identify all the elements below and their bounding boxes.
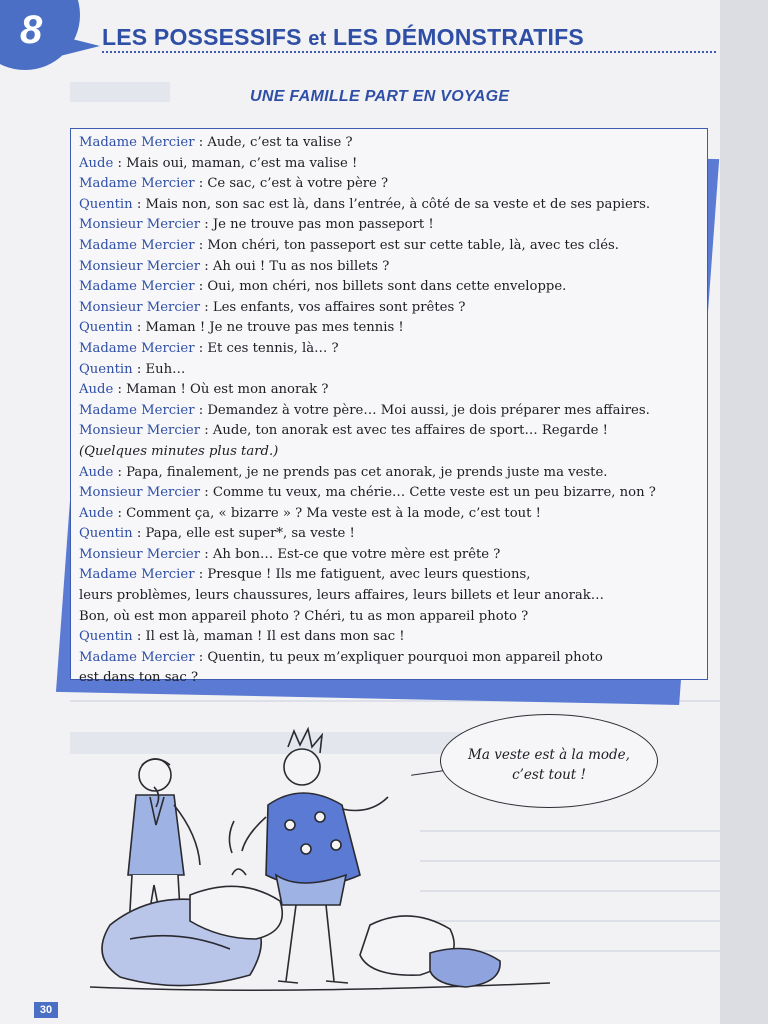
- dialogue-line: [79, 463, 701, 484]
- dialogue-line: [79, 380, 701, 401]
- dialogue-text: : Ce sac, c’est à votre père ?: [194, 176, 389, 192]
- speech-bubble-line-2: c’est tout !: [512, 767, 586, 783]
- dialogue-lines: [79, 133, 701, 689]
- speaker-name: Madame Mercier: [79, 176, 195, 192]
- page-number: 30: [34, 1002, 58, 1018]
- dialogue-line: [79, 586, 701, 607]
- dialogue-text: Bon, où est mon appareil photo ? Chéri, tu as mon appareil photo ?: [79, 608, 529, 624]
- dialogue-text: : Papa, elle est super*, sa veste !: [132, 526, 355, 542]
- dialogue-text: : Comme tu veux, ma chérie… Cette veste est un peu bizarre, non ?: [200, 485, 656, 501]
- speaker-name: Aude: [79, 464, 114, 480]
- dialogue-line: [79, 195, 701, 216]
- dialogue-text: : Mais oui, maman, c’est ma valise !: [113, 155, 358, 171]
- speaker-name: Monsieur Mercier: [79, 299, 201, 315]
- chapter-title-part-b: LES DÉMONSTRATIFS: [333, 24, 584, 50]
- chapter-title: [102, 24, 584, 51]
- dialogue-line: [79, 174, 701, 195]
- dialogue-text: : Presque ! Ils me fatiguent, avec leurs questions,: [194, 567, 531, 583]
- family-illustration: [70, 725, 550, 1005]
- dialogue-line: [79, 277, 701, 298]
- dialogue-text: : Oui, mon chéri, nos billets sont dans cette enveloppe.: [194, 279, 567, 295]
- dialogue-line: [79, 545, 701, 566]
- dialogue-line: [79, 257, 701, 278]
- dialogue-line: [79, 318, 701, 339]
- speaker-name: Monsieur Mercier: [79, 217, 201, 233]
- speaker-name: Quentin: [79, 320, 133, 336]
- dialogue-line: [79, 215, 701, 236]
- speaker-name: Monsieur Mercier: [79, 485, 201, 501]
- dialogue-text: est dans ton sac ?: [79, 670, 199, 686]
- dialogue-text: : Euh…: [132, 361, 186, 377]
- speaker-name: Madame Mercier: [79, 135, 195, 150]
- dialogue-text: : Maman ! Où est mon anorak ?: [113, 382, 329, 398]
- speaker-name: Madame Mercier: [79, 340, 195, 356]
- speaker-name: Quentin: [79, 196, 133, 212]
- speaker-name: Quentin: [79, 526, 133, 542]
- faded-header-block: [70, 82, 170, 102]
- dialogue-text: (Quelques minutes plus tard.): [79, 443, 279, 459]
- speaker-name: Madame Mercier: [79, 237, 195, 253]
- dialogue-text: : Il est là, maman ! Il est dans mon sac !: [132, 629, 405, 645]
- dialogue-text: : Mais non, son sac est là, dans l’entrée, à côté de sa veste et de ses papiers.: [132, 196, 651, 212]
- speaker-name: Monsieur Mercier: [79, 546, 201, 562]
- dialogue-line: [79, 401, 701, 422]
- dialogue-text: : Mon chéri, ton passeport est sur cette table, là, avec tes clés.: [194, 237, 619, 253]
- speaker-name: Monsieur Mercier: [79, 423, 201, 439]
- dialogue-text: : Ah oui ! Tu as nos billets ?: [200, 258, 390, 274]
- speaker-name: Aude: [79, 382, 114, 398]
- dialogue-line: [79, 133, 701, 154]
- dialogue-line: [79, 627, 701, 648]
- dialogue-line: [79, 504, 701, 525]
- dialogue-text: : Quentin, tu peux m’expliquer pourquoi mon appareil photo: [194, 649, 603, 665]
- speaker-name: Aude: [79, 505, 114, 521]
- speaker-name: Aude: [79, 155, 114, 171]
- dialogue-line: [79, 360, 701, 381]
- section-title: UNE FAMILLE PART EN VOYAGE: [250, 88, 510, 105]
- dialogue-line: [79, 648, 701, 669]
- speaker-name: Madame Mercier: [79, 279, 195, 295]
- dialogue-text: : Et ces tennis, là… ?: [194, 340, 339, 356]
- title-arrow: [60, 36, 100, 56]
- dialogue-line: [79, 524, 701, 545]
- dialogue-text: : Ah bon… Est-ce que votre mère est prête ?: [200, 546, 501, 562]
- chapter-title-et: et: [308, 28, 327, 50]
- dialogue-line: [79, 298, 701, 319]
- dialogue-line: [79, 607, 701, 628]
- chapter-number: 8: [20, 8, 43, 52]
- speech-bubble-line-1: Ma veste est à la mode,: [468, 747, 630, 763]
- speaker-name: Madame Mercier: [79, 402, 195, 418]
- speaker-name: Quentin: [79, 629, 133, 645]
- dialogue-text: leurs problèmes, leurs chaussures, leurs affaires, leurs billets et leur anorak…: [79, 588, 604, 604]
- chapter-title-part-a: LES POSSESSIFS: [102, 24, 302, 50]
- speaker-name: Quentin: [79, 361, 133, 377]
- dialogue-line: [79, 668, 701, 689]
- dialogue-text: : Aude, c’est ta valise ?: [194, 135, 353, 150]
- dialogue-text: : Comment ça, « bizarre » ? Ma veste est à la mode, c’est tout !: [113, 505, 541, 521]
- dialogue-line: [79, 565, 701, 586]
- dialogue-line: [79, 236, 701, 257]
- dialogue-box: [70, 128, 708, 686]
- dialogue-text: : Demandez à votre père… Moi aussi, je dois préparer mes affaires.: [194, 402, 650, 418]
- dialogue-text: : Aude, ton anorak est avec tes affaires de sport… Regarde !: [200, 423, 608, 439]
- dialogue-line: [79, 483, 701, 504]
- dialogue-text: : Les enfants, vos affaires sont prêtes ?: [200, 299, 466, 315]
- dialogue-line: [79, 421, 701, 442]
- chapter-badge: [0, 0, 80, 70]
- dialogue-line: [79, 154, 701, 175]
- page-edge: [720, 0, 768, 1024]
- speaker-name: Madame Mercier: [79, 567, 195, 583]
- dialogue-line: [79, 339, 701, 360]
- title-dotted-rule: [102, 51, 716, 53]
- dialogue-text: : Je ne trouve pas mon passeport !: [200, 217, 434, 233]
- dialogue-text: : Maman ! Je ne trouve pas mes tennis !: [132, 320, 404, 336]
- dialogue-text: : Papa, finalement, je ne prends pas cet anorak, je prends juste ma veste.: [113, 464, 608, 480]
- speaker-name: Madame Mercier: [79, 649, 195, 665]
- dialogue-line: [79, 442, 701, 463]
- speaker-name: Monsieur Mercier: [79, 258, 201, 274]
